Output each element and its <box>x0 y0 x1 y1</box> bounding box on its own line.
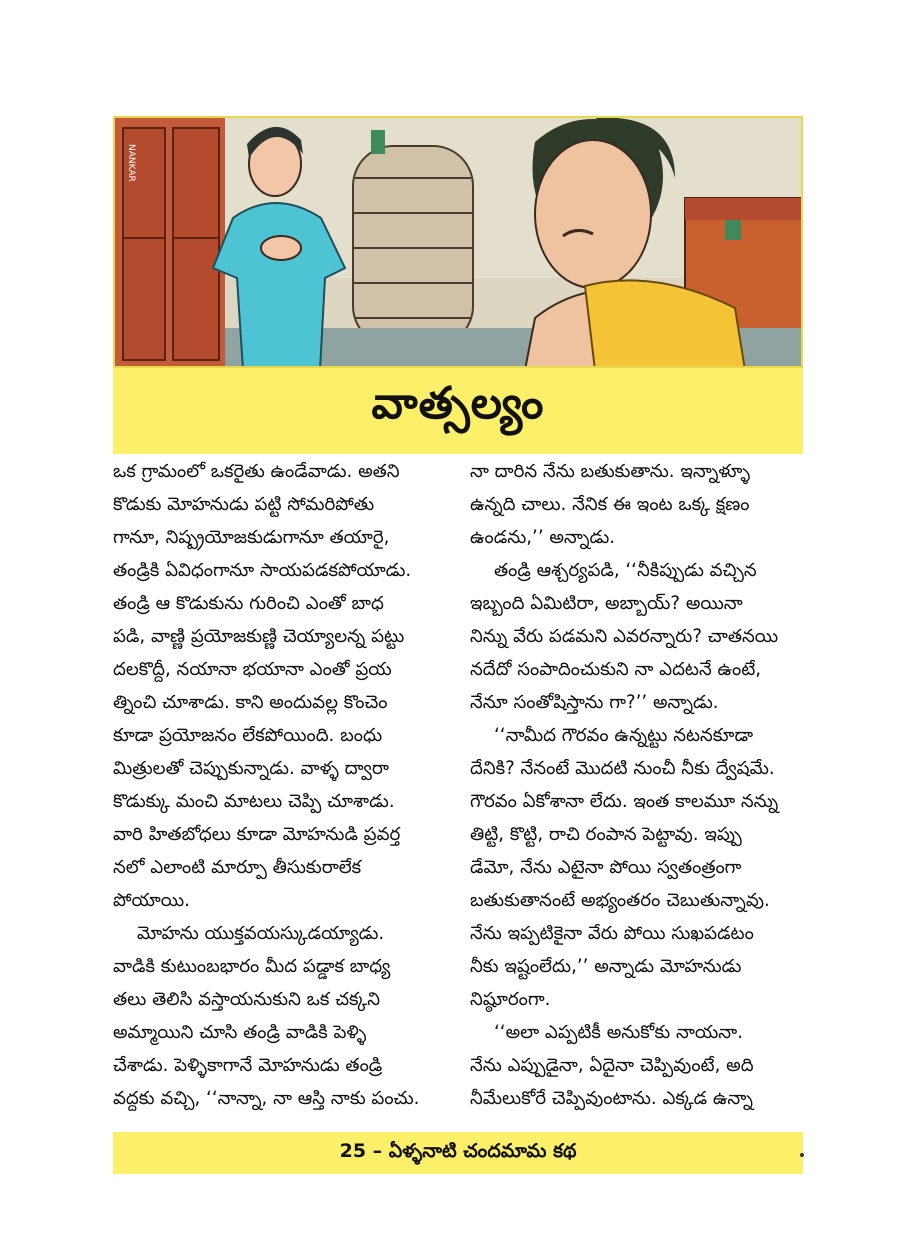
text-line: నీమేలుకోరే చెప్పివుంటాను. ఎక్కడ ఉన్నా <box>470 1088 753 1109</box>
story-illustration <box>113 116 803 368</box>
text-line: వాడికి కుటుంబభారం మీద పడ్డాక బాధ్య <box>113 956 391 977</box>
page-dot <box>800 1153 804 1157</box>
artist-signature: NANKAR <box>126 144 136 182</box>
text-line: గానూ, నిష్ప్రయోజకుడుగానూ తయారై, <box>113 527 390 548</box>
text-line: త్నించి చూశాడు. కాని అందువల్ల కొంచెం <box>113 692 388 713</box>
text-line: వద్దకు వచ్చి, ‘‘నాన్నా, నా ఆస్తి నాకు పంచు. <box>113 1088 420 1109</box>
text-line: నిష్ఠూరంగా. <box>470 989 551 1010</box>
text-line: తండ్రి ఆశ్చర్యపడి, ‘‘నీకిప్పుడు వచ్చిన <box>494 560 757 581</box>
illustration-scene <box>115 118 803 368</box>
text-line: నేను ఇప్పటికైనా వేరు పోయి సుఖపడటం <box>470 923 754 944</box>
text-line: తలు తెలిసి వస్తాయనుకుని ఒక చక్కని <box>113 989 381 1010</box>
text-line: డేమో, నేను ఎటైనా పోయి స్వతంత్రంగా <box>470 857 742 878</box>
text-line: ఉన్నది చాలు. నేనిక ఈ ఇంట ఒక్క క్షణం <box>470 494 750 515</box>
text-line: దేనికి? నేనంటే మొదటి నుంచీ నీకు ద్వేషమే. <box>470 758 775 779</box>
text-line: వారి హితబోధలు కూడా మోహనుడి ప్రవర్త <box>113 824 401 845</box>
text-line: బతుకుతానంటే అభ్యంతరం చెబుతున్నావు. <box>470 890 770 911</box>
text-line: ‘‘అలా ఎప్పటికీ అనుకోకు నాయనా. <box>494 1022 743 1043</box>
text-line: అమ్మాయిని చూసి తండ్రి వాడికి పెళ్ళి <box>113 1022 367 1043</box>
left-column <box>113 455 461 1115</box>
text-line: మిత్రులతో చెప్పుకున్నాడు. వాళ్ళ ద్వారా <box>113 758 389 779</box>
text-line: నిన్ను వేరు పడమని ఎవరన్నారు? చాతనయి <box>470 626 779 647</box>
text-line: కొడుక్కు మంచి మాటలు చెప్పి చూశాడు. <box>113 791 395 812</box>
text-line: ‘‘నామీద గౌరవం ఉన్నట్టు నటనకూడా <box>494 725 753 746</box>
text-line: కొడుకు మోహనుడు పట్టి సోమరిపోతు <box>113 494 375 515</box>
text-line: ఉండను,’’ అన్నాడు. <box>470 527 616 548</box>
text-line: నదేదో సంపాదించుకుని నా ఎదటనే ఉంటే, <box>470 659 762 680</box>
text-line: తిట్టి, కొట్టి, రాచి రంపాన పెట్టావు. ఇప్పు <box>470 824 742 845</box>
right-column <box>470 455 818 1115</box>
text-line: మోహను యుక్తవయస్కుడయ్యాడు. <box>137 923 385 944</box>
text-line: ఒక గ్రామంలో ఒకరైతు ఉండేవాడు. అతని <box>113 461 400 482</box>
text-line: పడి, వాణ్ణి ప్రయోజకుణ్ణి చెయ్యాలన్న పట్టు <box>113 626 405 647</box>
text-line: నేనూ సంతోషిస్తాను గా?’’ అన్నాడు. <box>470 692 719 713</box>
text-line: నా దారిన నేను బతుకుతాను. ఇన్నాళ్ళూ <box>470 461 751 482</box>
title-band <box>113 368 803 454</box>
text-line: గౌరవం ఏకోశానా లేదు. ఇంత కాలమూ నన్ను <box>470 791 779 812</box>
text-line: నేను ఎప్పుడైనా, ఏదైనా చెప్పివుంటే, అది <box>470 1055 754 1076</box>
text-line: తండ్రి ఆ కొడుకును గురించి ఎంతో బాధ <box>113 593 384 614</box>
text-line: నీకు ఇష్టంలేదు,’’ అన్నాడు మోహనుడు <box>470 956 742 977</box>
text-line: పోయాయి. <box>113 890 190 911</box>
text-line: ఇబ్బంది ఏమిటిరా, అబ్బాయ్? అయినా <box>470 593 743 614</box>
text-line: కూడా ప్రయోజనం లేకపోయింది. బంధు <box>113 725 383 746</box>
footer-caption: 25 – ఏళ్ళనాటి చందమామ కథ <box>339 1140 577 1162</box>
text-line: తండ్రికి ఏవిధంగానూ సాయపడకపోయాడు. <box>113 560 412 581</box>
footer-band <box>113 1132 803 1174</box>
text-line: చేశాడు. పెళ్ళికాగానే మోహనుడు తండ్రి <box>113 1055 383 1076</box>
text-line: దలకొద్దీ, నయానా భయానా ఎంతో ప్రయ <box>113 659 392 680</box>
story-title: వాత్సల్యం <box>371 378 545 429</box>
text-line: నలో ఎలాంటి మార్పూ తీసుకురాలేక <box>113 857 362 878</box>
